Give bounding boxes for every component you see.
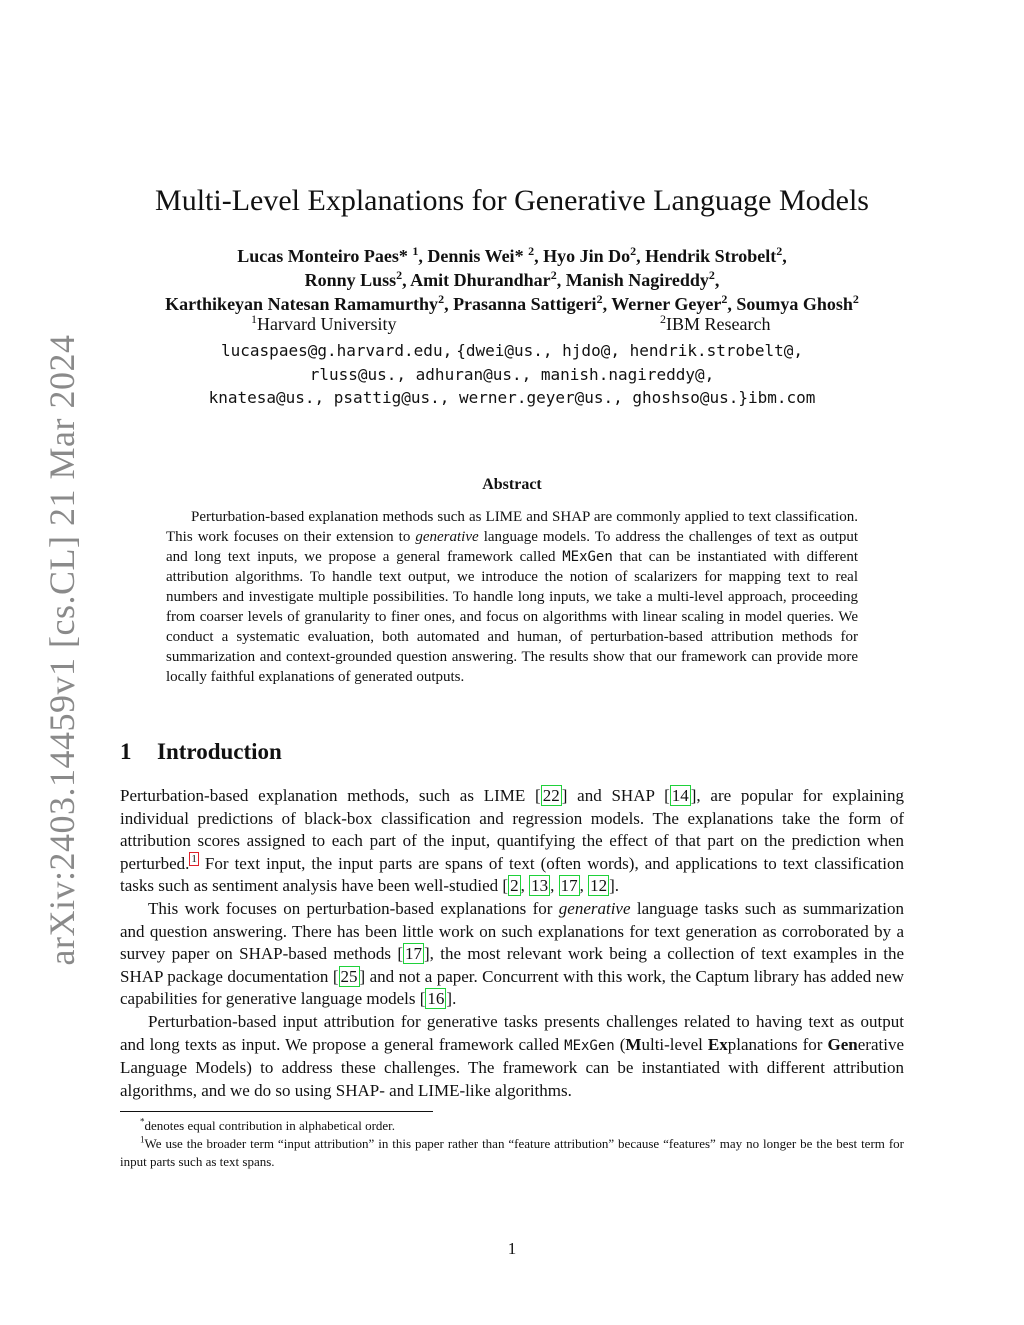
affiliation-mark: 1 [412,244,419,258]
paragraph: Perturbation-based input attribution for generative tasks presents challenges related to having text as output and long texts as input. We propose a general framework called MExGen (Multi-level Explanations for Generative Language Models) to address these challenges. The framework can be instantiated with different attribution algorithms, and we do so using SHAP- and LIME-like algorithms. [120,1011,904,1100]
author-name: Hendrik Strobelt [645,246,777,266]
email-line-3: knatesa@us., psattig@us., werner.geyer@us., ghoshso@us.}ibm.com [208,388,816,407]
method-name: MExGen [564,1037,615,1054]
affiliation-mark: 2 [776,244,783,258]
footnote-equal-contribution: *denotes equal contribution in alphabetical order. [140,1116,396,1133]
author-name: Hyo Jin Do [543,246,631,266]
affiliation-mark: 2 [396,268,403,282]
affiliation-mark: 2 [852,292,859,306]
author-name: Amit Dhurandhar [410,270,551,290]
email-line-1: lucaspaes@g.harvard.edu, {dwei@us., hjdo@, hendrik.strobelt@, [221,341,803,360]
author-emails [0,339,1024,409]
author-line-2: Ronny Luss$^2$, Amit Dhurandhar$^2$, Manish Nagireddy$^2$, [304,268,720,290]
affiliation-mark: 2 [630,244,637,258]
affiliation-mark: 2 [528,244,535,258]
citation-link[interactable]: 2 [510,876,519,896]
affiliation-mark: 2 [550,268,557,282]
author-name: Manish Nagireddy [565,270,709,290]
page-number: 1 [507,1239,517,1258]
footnotes [120,1117,904,1171]
abstract-body: Perturbation-based explanation methods such as LIME and SHAP are commonly applied to text classification. This work focuses on their extension to generative language models. To address the challenges of text as output and long text inputs, we propose a general framework called MExGen that can be instantiated with different attribution algorithms. To handle text output, we introduce the notion of scalarizers for mapping text to real numbers and investigate multiple possibilities. To handle long inputs, we take a multi-level approach, proceeding from coarser levels of granularity to finer ones, and focus on algorithms with linear scaling in model queries. We conduct a systematic evaluation, both automated and human, of perturbation-based attribution methods for summarization and context-grounded question answering. The results show that our framework can provide more locally faithful explanations of generated outputs. [166,509,858,685]
author-name: Prasanna Sattigeri [453,294,597,314]
affiliation-harvard: $^1$Harvard University [251,312,397,334]
footnote-1: $^1$We use the broader term “input attribution” in this paper rather than “feature attribution” because “features” may no longer be the best term for input parts such as text spans. [120,1134,904,1169]
abstract-heading: Abstract [482,476,542,493]
email-line-2: rluss@us., adhuran@us., manish.nagireddy@, [309,365,715,384]
footnote-link[interactable]: 1 [191,852,197,865]
citation-link[interactable]: 14 [671,786,689,805]
author-name: Ronny Luss [304,270,397,290]
section-heading: 1 Introduction [120,739,282,764]
citation-link[interactable]: 22 [542,786,560,805]
affiliation-ibm: $^2$IBM Research [660,312,771,334]
author-name: Lucas Monteiro Paes* [237,246,408,266]
citation-link[interactable]: 13 [531,876,549,896]
citation-link[interactable]: 17 [560,876,578,896]
affiliation-mark: 2 [596,292,603,306]
author-name: Karthikeyan Natesan Ramamurthy [165,294,439,314]
affiliation-mark: 2 [708,268,715,282]
paragraph: Perturbation-based explanation methods, such as LIME [ 22 ] and SHAP [ 14 ], are popular for explaining individual predictions of black-box classification and regression models. The explanations take the form of attribution scores assigned to each part of the input, quantifying the effect of that part on the prediction when perturbed. $^1$ For text input, the input parts are spans of text (often words), and applications to text classification tasks such as sentiment analysis have been well-studied [ 2 , 13 , 17 , 12 ]. [120,786,904,896]
author-line-1: Lucas Monteiro Paes* $^1$, Dennis Wei* $^2$, Hyo Jin Do$^2$, Hendrik Strobelt$^2$, [237,244,787,266]
citation-link[interactable]: 12 [590,876,608,896]
author-name: Dennis Wei* [427,246,524,266]
paper-title: Multi-Level Explanations for Generative Language Models [155,184,869,217]
citation-link[interactable]: 17 [405,944,422,964]
citation-link[interactable]: 16 [427,989,445,1009]
arxiv-identifier: arXiv:2403.14459v1 [cs.CL] 21 Mar 2024 [42,334,82,966]
author-name: Soumya Ghosh [736,294,853,314]
intro-body [120,785,904,1102]
citation-link[interactable]: 25 [340,966,358,986]
paragraph: This work focuses on perturbation-based explanations for generative language tasks such as summarization and question answering. There has been little work on such explanations for text generation as corroborated by a survey paper on SHAP-based methods [ 17 ], the most relevant work being a collection of text examples in the SHAP package documentation [ 25 ] and not a paper. Concurrent with this work, the Captum library has added new capabilities for generative language models [ 16 ]. [120,898,904,1009]
author-list [0,244,1024,316]
method-name: MExGen [562,549,613,565]
author-line-3: Karthikeyan Natesan Ramamurthy$^2$, Prasanna Sattigeri$^2$, Werner Geyer$^2$, Soumya Ghosh$^2$ [165,292,859,314]
footnote-divider [120,1111,433,1112]
affiliation-mark: 2 [721,292,728,306]
author-name: Werner Geyer [611,294,722,314]
affiliation-mark: 2 [438,292,445,306]
